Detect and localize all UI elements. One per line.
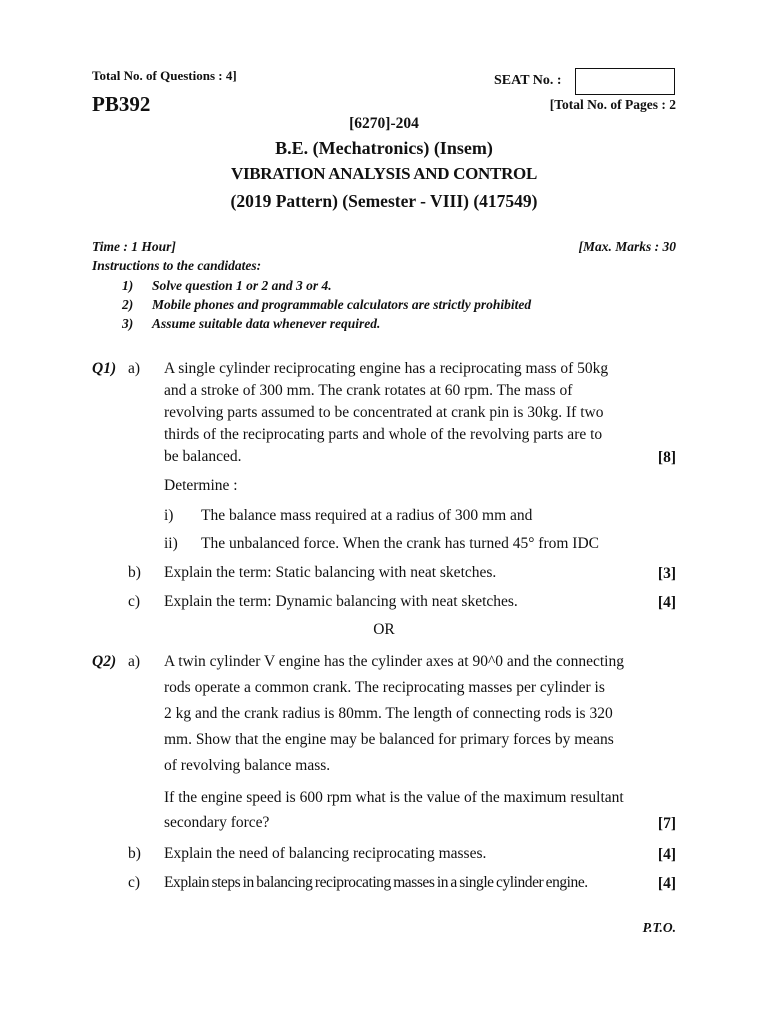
question-text-line: Explain the term: Dynamic balancing with neat sketches. [164, 593, 518, 610]
instructions-heading: Instructions to the candidates: [92, 258, 262, 273]
question-text-line: Explain the need of balancing reciprocating masses. [164, 845, 487, 862]
question-text-line: 2 kg and the crank radius is 80mm. The length of connecting rods is 320 [164, 705, 613, 722]
item-text: The balance mass required at a radius of 300 mm and [201, 507, 533, 524]
question-text-line: If the engine speed is 600 rpm what is the value of the maximum resultant [164, 789, 624, 806]
question-text-line: Explain steps in balancing reciprocating masses in a single cylinder engine. [164, 874, 588, 891]
subquestion-letter: c) [128, 593, 141, 610]
marks-badge: [4] [657, 846, 676, 863]
pattern-line: (2019 Pattern) (Semester - VIII) (417549) [230, 191, 538, 211]
determine-label: Determine : [164, 477, 238, 494]
question-label: Q2) [92, 653, 117, 670]
instruction-number: 2) [122, 297, 134, 312]
question-text-line: rods operate a common crank. The reciprocating masses per cylinder is [164, 679, 605, 696]
max-marks: [Max. Marks : 30 [578, 239, 676, 254]
or-separator: OR [373, 621, 395, 638]
subquestion-letter: a) [128, 360, 141, 377]
question-text-line: revolving parts assumed to be concentrated at crank pin is 30kg. If two [164, 404, 604, 421]
question-text-line: thirds of the reciprocating parts and whole of the revolving parts are to [164, 426, 603, 443]
marks-badge: [3] [657, 565, 676, 582]
marks-badge: [4] [657, 875, 676, 892]
marks-badge: [7] [657, 815, 676, 832]
time-limit: Time : 1 Hour] [92, 239, 176, 254]
question-text-line: of revolving balance mass. [164, 757, 331, 774]
marks-badge: [4] [657, 594, 676, 611]
subquestion-letter: b) [128, 845, 141, 862]
instruction-number: 1) [122, 278, 134, 293]
question-text-line: be balanced. [164, 448, 242, 465]
paper-id: PB392 [92, 92, 151, 116]
question-text-line: Explain the term: Static balancing with neat sketches. [164, 564, 497, 581]
seat-number-box[interactable] [575, 68, 675, 95]
marks-badge: [8] [657, 449, 676, 466]
subquestion-letter: b) [128, 564, 141, 581]
question-label: Q1) [92, 360, 117, 377]
subject-title: VIBRATION ANALYSIS AND CONTROL [230, 164, 538, 183]
question-text-line: A twin cylinder V engine has the cylinder axes at 90^0 and the connecting [164, 653, 624, 670]
question-text-line: and a stroke of 300 mm. The crank rotates at 60 rpm. The mass of [164, 382, 573, 399]
instruction-text: Assume suitable data whenever required. [152, 316, 381, 331]
paper-code: [6270]-204 [349, 115, 419, 132]
question-text-line: A single cylinder reciprocating engine has a reciprocating mass of 50kg [164, 360, 609, 377]
subquestion-letter: c) [128, 874, 141, 891]
instruction-text: Mobile phones and programmable calculators are strictly prohibited [152, 297, 532, 312]
degree-title: B.E. (Mechatronics) (Insem) [275, 138, 493, 158]
item-text: The unbalanced force. When the crank has turned 45° from IDC [201, 535, 599, 552]
question-text-line: secondary force? [164, 814, 270, 831]
subquestion-letter: a) [128, 653, 141, 670]
item-number: i) [164, 507, 174, 524]
item-number: ii) [164, 535, 178, 552]
instruction-number: 3) [122, 316, 134, 331]
question-text-line: mm. Show that the engine may be balanced for primary forces by means [164, 731, 614, 748]
total-pages: [Total No. of Pages : 2 [549, 97, 676, 112]
seat-label: SEAT No. : [494, 73, 562, 88]
total-questions: Total No. of Questions : 4] [92, 68, 237, 83]
page-turn-over: P.T.O. [642, 920, 676, 935]
instruction-text: Solve question 1 or 2 and 3 or 4. [152, 278, 332, 293]
